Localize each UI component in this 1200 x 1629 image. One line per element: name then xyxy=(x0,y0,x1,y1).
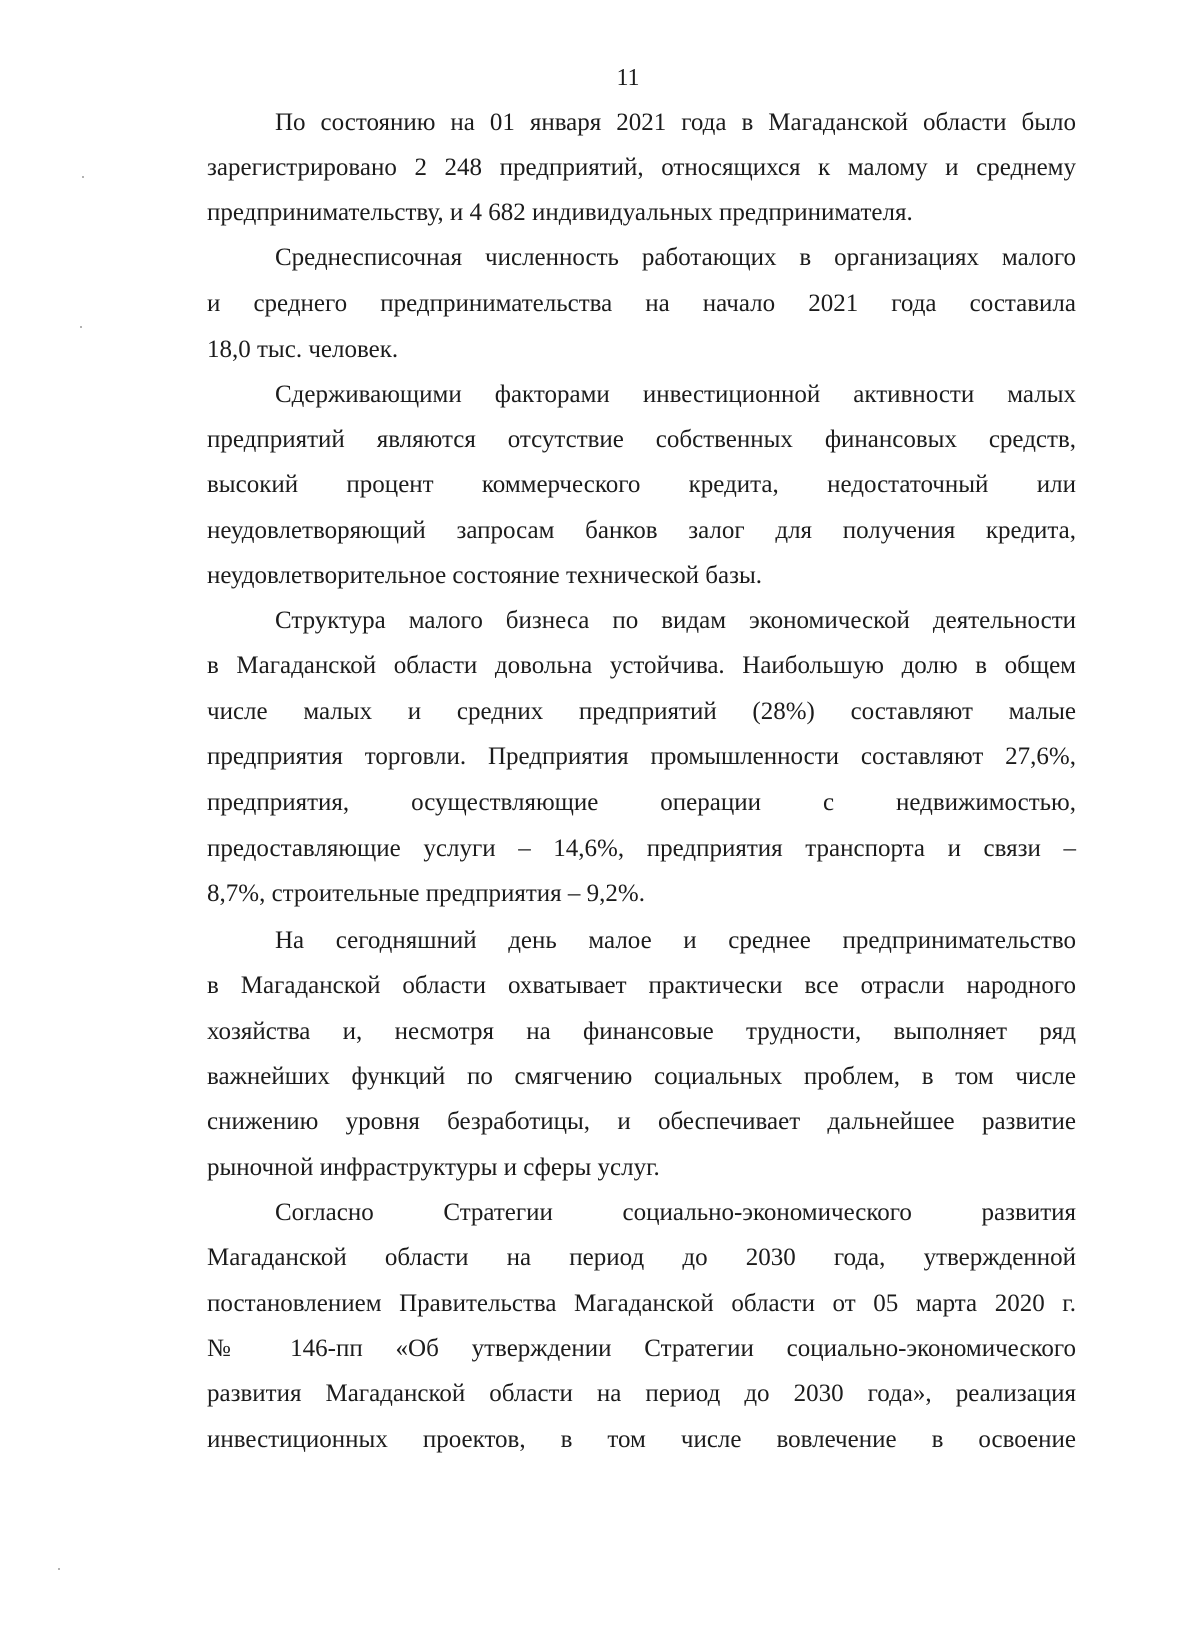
paragraph-line: в Магаданской области довольна устойчива. Наибольшую долю в общем xyxy=(207,652,1076,679)
paragraph-line: зарегистрировано 2 248 предприятий, относящихся к малому и среднему xyxy=(207,154,1076,181)
paragraph-line: рыночной инфраструктуры и сферы услуг. xyxy=(207,1154,660,1181)
paragraph-line: хозяйства и, несмотря на финансовые трудности, выполняет ряд xyxy=(207,1018,1076,1045)
paragraph-line: числе малых и средних предприятий (28%) составляют малые xyxy=(207,698,1076,725)
paragraph-line: развития Магаданской области на период до 2030 года», реализация xyxy=(207,1380,1076,1407)
paragraph-line: постановлением Правительства Магаданской области от 05 марта 2020 г. xyxy=(207,1290,1076,1317)
paragraph-line: По состоянию на 01 января 2021 года в Магаданской области было xyxy=(275,109,1076,136)
paragraph-line: Согласно Стратегии социально-экономического развития xyxy=(275,1199,1076,1226)
paragraph-line: На сегодняшний день малое и среднее предпринимательство xyxy=(275,927,1076,954)
paragraph-line: предпринимательству, и 4 682 индивидуальных предпринимателя. xyxy=(207,199,913,226)
paragraph-line: Среднесписочная численность работающих в организациях малого xyxy=(275,244,1076,271)
paragraph-line: Магаданской области на период до 2030 года, утвержденной xyxy=(207,1244,1076,1271)
scan-speck xyxy=(80,326,82,328)
paragraph-line: Структура малого бизнеса по видам экономической деятельности xyxy=(275,607,1076,634)
paragraph-line: предприятия торговли. Предприятия промышленности составляют 27,6%, xyxy=(207,743,1076,770)
paragraph-line: снижению уровня безработицы, и обеспечивает дальнейшее развитие xyxy=(207,1108,1076,1135)
paragraph-line: в Магаданской области охватывает практически все отрасли народного xyxy=(207,972,1076,999)
paragraph-line: и среднего предпринимательства на начало 2021 года составила xyxy=(207,290,1076,317)
paragraph-line: предприятий являются отсутствие собственных финансовых средств, xyxy=(207,426,1076,453)
paragraph-line: важнейших функций по смягчению социальных проблем, в том числе xyxy=(207,1063,1076,1090)
paragraph-line: высокий процент коммерческого кредита, недостаточный или xyxy=(207,471,1076,498)
paragraph-line: предприятия, осуществляющие операции с недвижимостью, xyxy=(207,789,1076,816)
paragraph-line: № 146-пп «Об утверждении Стратегии социально-экономического xyxy=(207,1335,1076,1362)
paragraph-line: инвестиционных проектов, в том числе вовлечение в освоение xyxy=(207,1426,1076,1453)
paragraph-line: 18,0 тыс. человек. xyxy=(207,336,399,363)
paragraph-line: предоставляющие услуги – 14,6%, предприятия транспорта и связи – xyxy=(207,835,1076,862)
page-number: 11 xyxy=(616,65,640,91)
scan-speck xyxy=(58,1568,60,1570)
paragraph-line: неудовлетворительное состояние технической базы. xyxy=(207,562,763,589)
paragraph-line: Сдерживающими факторами инвестиционной активности малых xyxy=(275,381,1076,408)
paragraph-line: 8,7%, строительные предприятия – 9,2%. xyxy=(207,880,645,907)
scan-speck xyxy=(82,176,84,178)
paragraph-line: неудовлетворяющий запросам банков залог для получения кредита, xyxy=(207,517,1076,544)
